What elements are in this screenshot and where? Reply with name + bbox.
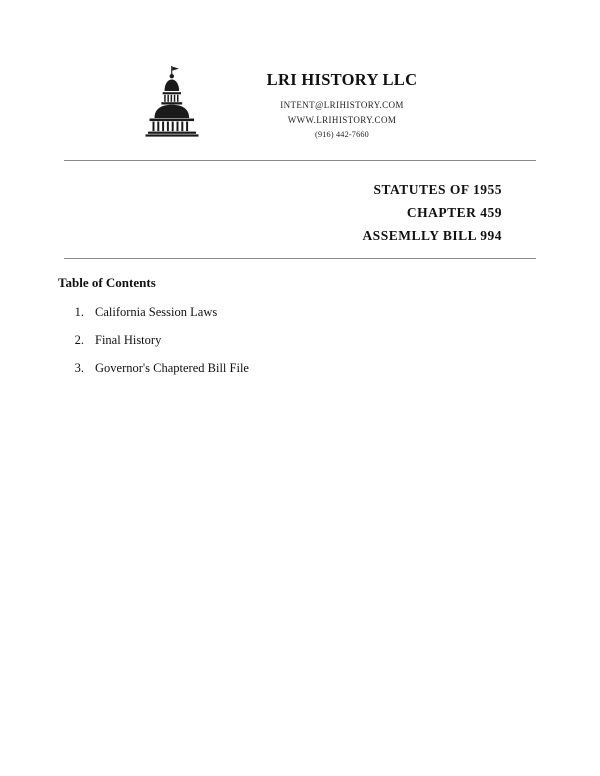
company-email: INTENT@LRIHISTORY.COM — [280, 99, 404, 110]
company-website: WWW.LRIHISTORY.COM — [287, 114, 397, 125]
divider-top — [64, 160, 536, 161]
toc-item-number: 2. — [74, 333, 84, 347]
letterhead-text — [218, 58, 466, 139]
toc-item-final-history[interactable] — [58, 333, 536, 348]
chapter-line: CHAPTER 459 — [406, 205, 502, 221]
toc-item-label: California Session Laws — [95, 305, 218, 319]
statutes-line: STATUTES OF 1955 — [373, 182, 502, 197]
capitol-dome-icon — [134, 64, 212, 140]
company-name: LRI HISTORY LLC — [266, 70, 418, 89]
toc-item-number: 1. — [74, 305, 84, 319]
toc-heading: Table of Contents — [58, 275, 156, 290]
toc-list — [58, 305, 536, 389]
toc-item-number: 3. — [74, 361, 84, 375]
toc-item-label: Governor's Chaptered Bill File — [95, 361, 249, 375]
title-block — [64, 178, 502, 248]
letterhead — [0, 58, 600, 140]
toc-item-california-session-laws[interactable] — [58, 305, 536, 320]
company-phone: (916) 442-7660 — [315, 130, 369, 140]
divider-bottom — [64, 258, 536, 259]
toc-item-governors-chaptered-bill-file[interactable] — [58, 361, 536, 376]
toc-item-label: Final History — [95, 333, 162, 347]
bill-line: ASSEMLLY BILL 994 — [362, 228, 502, 244]
